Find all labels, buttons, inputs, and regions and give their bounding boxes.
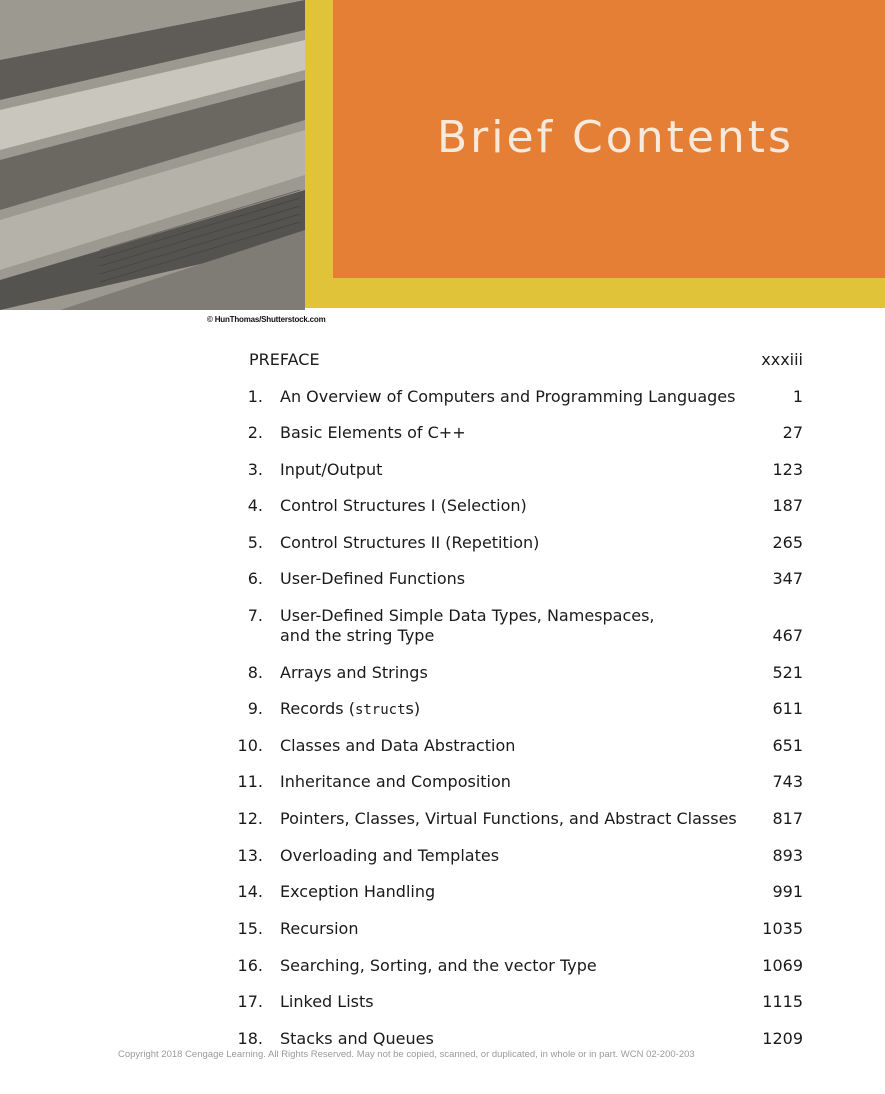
toc-number: 14. (237, 882, 263, 901)
toc-row[interactable] (0, 606, 885, 650)
toc-page: 1069 (762, 956, 803, 975)
toc-page: 123 (772, 460, 803, 479)
toc-label: Basic Elements of C++ (280, 423, 466, 442)
toc-page: 817 (772, 809, 803, 828)
toc-label: Control Structures II (Repetition) (280, 533, 540, 552)
cover-photo (0, 0, 305, 310)
toc-number: 3. (247, 460, 263, 479)
photo-credit: © HunThomas/Shutterstock.com (207, 315, 326, 324)
toc-page: 991 (772, 882, 803, 901)
toc-label: Input/Output (280, 460, 383, 479)
toc-label: Exception Handling (280, 882, 436, 901)
toc-page: 265 (772, 533, 803, 552)
toc-label: Stacks and Queues (280, 1029, 434, 1048)
toc-page: xxxiii (761, 350, 803, 369)
copyright-footer: Copyright 2018 Cengage Learning. All Rights Reserved. May not be copied, scanned, or duplicated, in whole or in part. WCN 02-200-203 (118, 1049, 695, 1060)
toc-page: 467 (772, 626, 803, 645)
toc-label: PREFACE (249, 350, 320, 369)
toc-label: Classes and Data Abstraction (280, 736, 516, 755)
toc-number: 1. (247, 387, 263, 406)
toc-label: User-Defined Simple Data Types, Namespaces, (280, 606, 655, 625)
toc-page: 1035 (762, 919, 803, 938)
toc-number: 15. (237, 919, 263, 938)
toc-label: An Overview of Computers and Programming Languages (280, 387, 736, 406)
toc-page: 743 (772, 772, 803, 791)
toc-label: User-Defined Functions (280, 569, 466, 588)
toc-page: 347 (772, 569, 803, 588)
toc-number: 6. (247, 569, 263, 588)
toc-page: 1115 (762, 992, 803, 1011)
toc-number: 4. (247, 496, 263, 515)
toc-number: 18. (237, 1029, 263, 1048)
toc-number: 10. (237, 736, 263, 755)
toc-label-code: struct (354, 702, 406, 718)
toc-label-text: s) (405, 699, 421, 718)
toc-label: Linked Lists (280, 992, 374, 1011)
toc-number: 8. (247, 663, 263, 682)
toc-label: Pointers, Classes, Virtual Functions, and Abstract Classes (280, 809, 737, 828)
toc-number: 9. (247, 699, 263, 718)
toc-page: 893 (772, 846, 803, 865)
toc-number: 13. (237, 846, 263, 865)
toc-label-text: Records ( (280, 699, 355, 718)
toc-number: 17. (237, 992, 263, 1011)
toc-label: Searching, Sorting, and the vector Type (280, 956, 597, 975)
toc-number: 7. (247, 606, 263, 625)
toc-page: 651 (772, 736, 803, 755)
toc-label: Control Structures I (Selection) (280, 496, 527, 515)
toc-page: 187 (772, 496, 803, 515)
toc-number: 2. (247, 423, 263, 442)
toc-label: Arrays and Strings (280, 663, 428, 682)
toc-label: Inheritance and Composition (280, 772, 511, 791)
toc-page: 27 (782, 423, 803, 442)
toc-page: 1 (792, 387, 803, 406)
page-title: Brief Contents (437, 112, 794, 163)
toc-number: 16. (237, 956, 263, 975)
architecture-photo-graphic (0, 0, 305, 310)
toc-label: Recursion (280, 919, 359, 938)
toc-number: 11. (237, 772, 263, 791)
toc-number: 5. (247, 533, 263, 552)
toc-label (280, 699, 420, 720)
toc-page: 611 (772, 699, 803, 718)
toc-label: Overloading and Templates (280, 846, 500, 865)
toc-label-line2: and the string Type (280, 626, 435, 645)
toc-page: 521 (772, 663, 803, 682)
toc-page: 1209 (762, 1029, 803, 1048)
toc-number: 12. (237, 809, 263, 828)
